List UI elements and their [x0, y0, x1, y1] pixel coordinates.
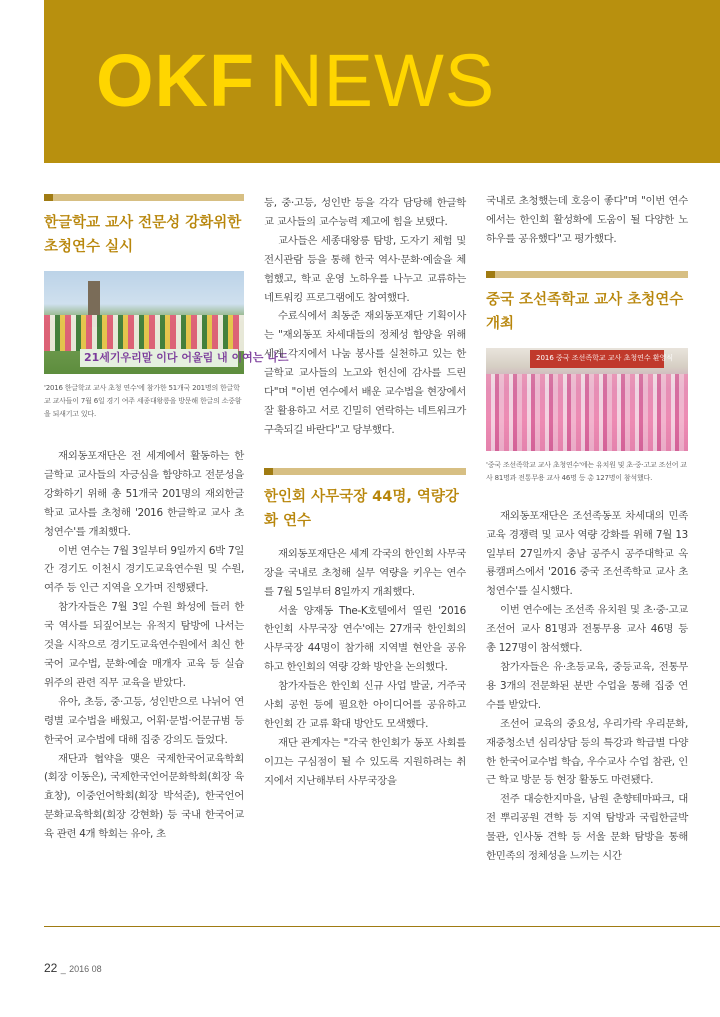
article-1-paragraph: 재단과 협약을 맺은 국제한국어교육학회(회장 이동은), 국제한국언어문화학회(회장 육효창), 이중언어학회(회장 박석준), 한국언어문화교육학회(회장 강현화) 등 국내 한국어교육 관련 4개 학회는 유아, 초 — [44, 752, 244, 841]
photo-banner-text: 21세기우리말 이다 어울림 내 이여는 나드 — [84, 351, 289, 364]
article-3 — [486, 271, 688, 866]
article-3-paragraph: 조선어 교육의 중요성, 우리가락 우리문화, 재중청소년 심리상담 등의 특강과 학급별 다양한 한국어교수법 학습, 우수교사 수업 참관, 인근 학교 방문 등 현장 활동도 마련됐다. — [486, 717, 688, 787]
section-bar — [44, 194, 244, 201]
article-2-paragraph: 재단 관계자는 "각국 한인회가 동포 사회를 이끄는 구심점이 될 수 있도록 지원하려는 취지에서 지난해부터 사무국장을 — [264, 736, 466, 787]
crowd-shape — [44, 315, 244, 351]
article-1-caption: '2016 한글학교 교사 초청 연수'에 참가한 51개국 201명의 한글학교 교사들이 7월 6일 경기 여주 세종대왕릉을 방문해 한글의 소중함을 되새기고 있다. — [44, 384, 242, 418]
article-1-paragraph: 유아, 초등, 중·고등, 성인반으로 나뉘어 연령별 교수법을 배웠고, 어휘·문법·어문규범 등 한국어 교수법에 대해 집중 강의도 들었다. — [44, 695, 244, 746]
column-2 — [264, 194, 466, 791]
article-2-continuation: 국내로 초청했는데 호응이 좋다"며 "이번 연수에서는 한인회 활성화에 도움이 될 다양한 노하우를 공유했다"고 평가했다. — [486, 195, 688, 245]
photo-sign-text: 2016 중국 조선족학교 교사 초청연수 환영식 — [536, 353, 674, 362]
article-2-paragraph: 재외동포재단은 세계 각국의 한인회 사무국장을 국내로 초청해 실무 역량을 키우는 연수를 7월 5일부터 8일까지 개최했다. — [264, 547, 466, 598]
article-1-paragraph: 이번 연수는 7월 3일부터 9일까지 6박 7일간 경기도 이천시 경기도교육연수원 및 수원, 여주 등 인근 지역을 오가며 진행됐다. — [44, 544, 244, 595]
section-bar — [264, 468, 466, 475]
article-2 — [264, 468, 466, 791]
footer-rule — [44, 926, 720, 927]
title-news: NEWS — [269, 39, 496, 122]
article-3-paragraph: 재외동포재단은 조선족동포 차세대의 민족교육 경쟁력 및 교사 역량 강화를 위해 7월 13일부터 27일까지 충남 공주시 공주대학교 옥룡캠퍼스에서 '2016 중국 조선족학교 교사 초청연수'를 실시했다. — [486, 509, 688, 598]
article-3-photo — [486, 348, 688, 451]
article-3-paragraph: 전주 대승한지마을, 남원 춘향테마파크, 대전 뿌리공원 견학 등 지역 탐방과 국립한글박물관, 인사동 견학 등 서울 문화 탐방을 통해 한민족의 정체성을 느끼는 시간 — [486, 793, 688, 863]
article-1-photo — [44, 271, 289, 374]
section-bar-marker — [44, 194, 53, 201]
section-bar-marker — [264, 468, 273, 475]
page-footer — [44, 961, 102, 975]
issue-date: 2016 08 — [69, 964, 102, 974]
page-number: 22 — [44, 961, 58, 975]
article-2-title: 한인회 사무국장 44명, 역량강화 연수 — [264, 488, 459, 529]
article-3-caption: '중국 조선족학교 교사 초청연수'에는 유치원 및 초·중·고교 조선어 교사 81명과 전통무용 교사 46명 등 총 127명이 참석했다. — [486, 460, 687, 482]
crowd-shape — [486, 374, 688, 451]
magazine-section-title — [96, 39, 496, 122]
article-1-continuation: 등, 중·고등, 성인반 등을 각각 담당해 한글학교 교사들의 교수능력 제고에 힘을 보탰다. — [264, 197, 466, 228]
article-1-title: 한글학교 교사 전문성 강화위한 초청연수 실시 — [44, 215, 242, 255]
article-2-paragraph: 참가자들은 한인회 신규 사업 발굴, 거주국 사회 공헌 등에 필요한 아이디어를 공유하고 한인회 간 교류 확대 방안도 모색했다. — [264, 680, 466, 730]
article-1-paragraph: 수료식에서 최동준 재외동포재단 기획이사는 "재외동포 차세대들의 정체성 함양을 위해 세계 각지에서 나눔 봉사를 실천하고 있는 한글학교 교사들의 노고와 헌신에 감사를 드린다"며 "이번 연수에서 배운 교수법을 현장에서 잘 활용하고 서로 긴밀히 연락하는 네트워크가 구축되길 바란다"고 당부했다. — [264, 310, 466, 436]
column-3 — [486, 192, 688, 866]
header-banner — [44, 0, 720, 163]
article-1-paragraph: 교사들은 세종대왕릉 탐방, 도자기 체험 및 전시관람 등을 통해 한국 역사·문화·예술을 체험했고, 학교 운영 노하우를 나누고 교류하는 네트워킹 프로그램에도 참여했다. — [264, 234, 466, 304]
article-3-paragraph: 참가자들은 유·초등교육, 중등교육, 전통무용 3개의 전문화된 분반 수업을 통해 집중 연수를 받았다. — [486, 660, 688, 711]
article-1-paragraph: 참가자들은 7월 3일 수원 화성에 들러 한국 역사를 되짚어보는 유적지 탐방에 나서는 것을 시작으로 경기도교육연수원에서 최신 한국어 교수법, 문화·예술 매개자 교육 등 실습 위주의 관련 직무 교육을 받았다. — [44, 601, 244, 689]
section-bar — [486, 271, 688, 278]
footer-separator: _ — [60, 964, 66, 974]
column-1 — [44, 194, 289, 844]
article-3-title: 중국 조선족학교 교사 초청연수 개최 — [486, 291, 684, 332]
section-bar-marker — [486, 271, 495, 278]
article-1-paragraph: 재외동포재단은 전 세계에서 활동하는 한글학교 교사들의 자긍심을 함양하고 전문성을 강화하기 위해 총 51개국 201명의 재외한글학교 교사를 초청해 '2016 한글학교 교사 초청연수'를 개최했다. — [44, 450, 244, 538]
title-okf: OKF — [96, 39, 256, 122]
article-3-paragraph: 이번 연수에는 조선족 유치원 및 초·중·고교 조선어 교사 81명과 전통무용 교사 46명 등 총 127명이 참석했다. — [486, 604, 688, 655]
article-2-paragraph: 서울 양재동 The-K호텔에서 열린 '2016 한인회 사무국장 연수'에는 27개국 한인회의 사무국장 44명이 참가해 지역별 현안을 공유하고 한인회의 역량 강화 방안을 논의했다. — [264, 604, 466, 674]
